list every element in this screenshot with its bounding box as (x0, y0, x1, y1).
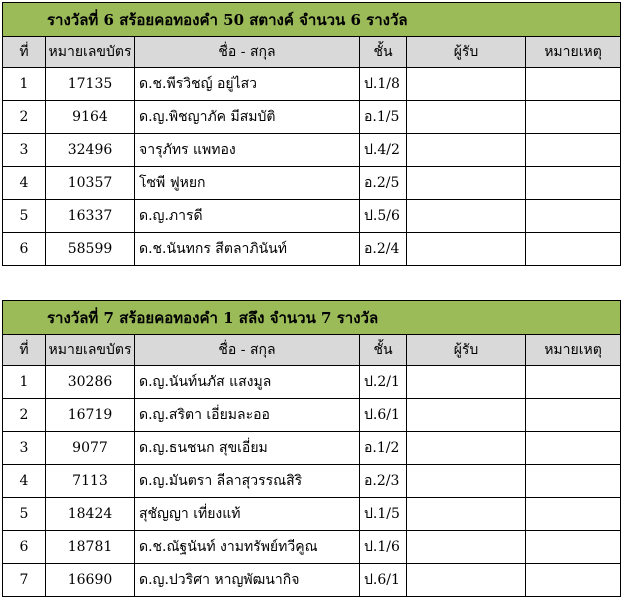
cell-note (526, 432, 621, 465)
col-note-header: หมายเหตุ (526, 335, 621, 366)
cell-receiver (407, 498, 526, 531)
cell-card: 58599 (46, 233, 135, 266)
cell-no: 1 (3, 366, 46, 399)
prize-6-title: รางวัลที่ 6 สร้อยคอทองคำ 50 สตางค์ จำนวน 6 รางวัล (3, 3, 621, 37)
cell-no: 6 (3, 531, 46, 564)
table-row (3, 498, 621, 531)
col-no-header: ที่ (3, 37, 46, 68)
cell-class: อ.2/4 (360, 233, 407, 266)
cell-name: ด.ญ.มันตรา ลีลาสุวรรณสิริ (135, 465, 360, 498)
cell-name: จารุภัทร แพทอง (135, 134, 360, 167)
cell-no: 5 (3, 498, 46, 531)
cell-card: 16690 (46, 564, 135, 597)
col-name-header: ชื่อ - สกุล (135, 37, 360, 68)
cell-class: ป.1/6 (360, 531, 407, 564)
cell-no: 4 (3, 465, 46, 498)
cell-note (526, 531, 621, 564)
cell-note (526, 564, 621, 597)
cell-receiver (407, 465, 526, 498)
cell-class: อ.1/2 (360, 432, 407, 465)
cell-note (526, 465, 621, 498)
prize-7-section (2, 300, 620, 597)
cell-class: ป.1/5 (360, 498, 407, 531)
cell-no: 6 (3, 233, 46, 266)
cell-note (526, 101, 621, 134)
col-receiver-header: ผู้รับ (407, 335, 526, 366)
cell-card: 9164 (46, 101, 135, 134)
prize-6-section (2, 2, 620, 266)
cell-note (526, 68, 621, 101)
cell-class: ป.6/1 (360, 399, 407, 432)
cell-class: ป.1/8 (360, 68, 407, 101)
cell-note (526, 134, 621, 167)
table-row (3, 101, 621, 134)
cell-receiver (407, 564, 526, 597)
col-name-header: ชื่อ - สกุล (135, 335, 360, 366)
col-no-header: ที่ (3, 335, 46, 366)
cell-card: 32496 (46, 134, 135, 167)
cell-card: 18781 (46, 531, 135, 564)
table-row (3, 399, 621, 432)
cell-name: โซพี ฟูหยก (135, 167, 360, 200)
table-row (3, 134, 621, 167)
table-row (3, 564, 621, 597)
cell-name: ด.ญ.พิชญาภัค มีสมบัติ (135, 101, 360, 134)
prize-7-title: รางวัลที่ 7 สร้อยคอทองคำ 1 สลึง จำนวน 7 รางวัล (3, 301, 621, 335)
cell-no: 2 (3, 399, 46, 432)
cell-class: อ.1/5 (360, 101, 407, 134)
cell-note (526, 233, 621, 266)
cell-class: ป.5/6 (360, 200, 407, 233)
cell-card: 17135 (46, 68, 135, 101)
cell-class: ป.2/1 (360, 366, 407, 399)
cell-card: 7113 (46, 465, 135, 498)
cell-no: 1 (3, 68, 46, 101)
cell-no: 2 (3, 101, 46, 134)
cell-note (526, 498, 621, 531)
table-row (3, 68, 621, 101)
cell-receiver (407, 101, 526, 134)
cell-receiver (407, 233, 526, 266)
prize-7-table (2, 300, 621, 597)
cell-card: 18424 (46, 498, 135, 531)
cell-receiver (407, 366, 526, 399)
cell-no: 7 (3, 564, 46, 597)
cell-name: ด.ญ.สริตา เอี่ยมละออ (135, 399, 360, 432)
cell-name: ด.ญ.นันท์นภัส แสงมูล (135, 366, 360, 399)
cell-name: สุชัญญา เที่ยงแท้ (135, 498, 360, 531)
prize-6-table (2, 2, 621, 266)
cell-name: ด.ญ.ธนชนก สุขเอี่ยม (135, 432, 360, 465)
cell-class: อ.2/3 (360, 465, 407, 498)
table-row (3, 366, 621, 399)
cell-name: ด.ช.พีรวิชญ์ อยู่ไสว (135, 68, 360, 101)
cell-name: ด.ญ.ปวริศา หาญพัฒนากิจ (135, 564, 360, 597)
col-class-header: ชั้น (360, 37, 407, 68)
table-row (3, 465, 621, 498)
cell-class: ป.6/1 (360, 564, 407, 597)
cell-name: ด.ญ.ภารดี (135, 200, 360, 233)
cell-receiver (407, 68, 526, 101)
cell-name: ด.ช.ณัฐนันท์ งามทรัพย์ทวีคูณ (135, 531, 360, 564)
cell-card: 9077 (46, 432, 135, 465)
cell-no: 3 (3, 432, 46, 465)
table-row (3, 233, 621, 266)
table-row (3, 200, 621, 233)
cell-card: 30286 (46, 366, 135, 399)
cell-card: 16337 (46, 200, 135, 233)
cell-receiver (407, 167, 526, 200)
cell-no: 4 (3, 167, 46, 200)
col-note-header: หมายเหตุ (526, 37, 621, 68)
cell-note (526, 366, 621, 399)
table-row (3, 167, 621, 200)
table-row (3, 432, 621, 465)
cell-note (526, 399, 621, 432)
cell-receiver (407, 399, 526, 432)
col-class-header: ชั้น (360, 335, 407, 366)
cell-card: 16719 (46, 399, 135, 432)
cell-receiver (407, 200, 526, 233)
cell-class: อ.2/5 (360, 167, 407, 200)
cell-receiver (407, 531, 526, 564)
cell-card: 10357 (46, 167, 135, 200)
col-card-header: หมายเลขบัตร (46, 335, 135, 366)
table-row (3, 531, 621, 564)
cell-note (526, 200, 621, 233)
cell-receiver (407, 432, 526, 465)
cell-note (526, 167, 621, 200)
cell-no: 3 (3, 134, 46, 167)
cell-no: 5 (3, 200, 46, 233)
cell-name: ด.ช.นันทกร สีตลาภินันท์ (135, 233, 360, 266)
col-card-header: หมายเลขบัตร (46, 37, 135, 68)
col-receiver-header: ผู้รับ (407, 37, 526, 68)
cell-class: ป.4/2 (360, 134, 407, 167)
cell-receiver (407, 134, 526, 167)
